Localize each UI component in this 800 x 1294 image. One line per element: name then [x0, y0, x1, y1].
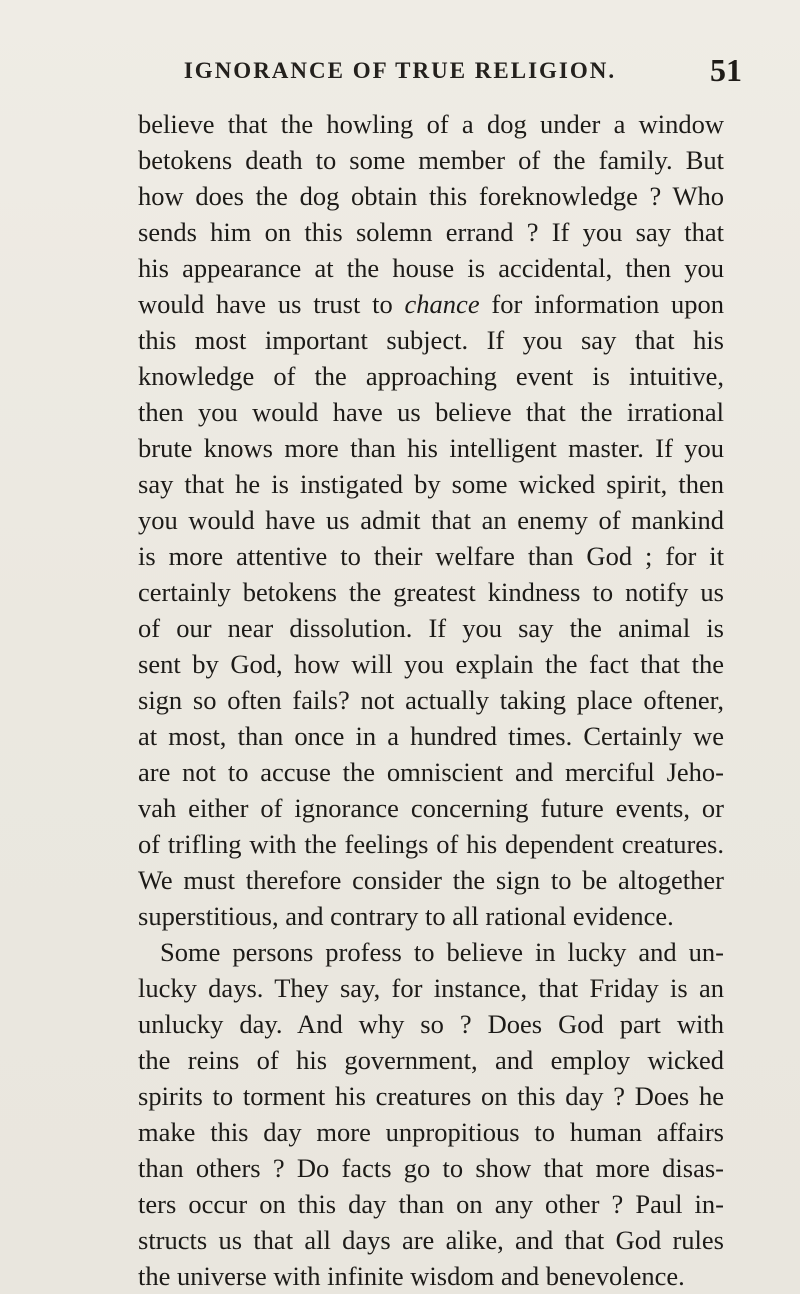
emphasized-word: chance — [404, 289, 480, 319]
text-line: vah either of ignorance concerning future events, or — [138, 793, 724, 823]
text-line: unlucky day. And why so ? Does God part with — [138, 1009, 724, 1039]
text-line: of trifling with the feelings of his dependent creatures. — [138, 829, 724, 859]
text-line: the reins of his government, and employ wicked — [138, 1045, 724, 1075]
text-line: superstitious, and contrary to all rational evidence. — [138, 901, 674, 931]
text-line: sends him on this solemn errand ? If you say that — [138, 217, 724, 247]
text-line: the universe with infinite wisdom and benevolence. — [138, 1261, 685, 1291]
page-number: 51 — [710, 52, 742, 88]
page-header — [0, 52, 800, 90]
text-line: sent by God, how will you explain the fact that the — [138, 649, 724, 679]
text-line: his appearance at the house is accidental, then you — [138, 253, 724, 283]
text-line: Some persons profess to believe in lucky and un- — [160, 937, 724, 967]
text-line: at most, than once in a hundred times. Certainly we — [138, 721, 724, 751]
text-line: believe that the howling of a dog under a window — [138, 109, 724, 139]
text-line: spirits to torment his creatures on this day ? Does he — [138, 1081, 724, 1111]
text-line: lucky days. They say, for instance, that Friday is an — [138, 973, 724, 1003]
text-line: say that he is instigated by some wicked spirit, then — [138, 469, 724, 499]
text-line: structs us that all days are alike, and that God rules — [138, 1225, 724, 1255]
text-line: ters occur on this day than on any other ? Paul in- — [138, 1189, 724, 1219]
text-line: make this day more unpropitious to human affairs — [138, 1117, 724, 1147]
text-line: knowledge of the approaching event is intuitive, — [138, 361, 724, 391]
text-line: is more attentive to their welfare than God ; for it — [138, 541, 724, 571]
text-line: than others ? Do facts go to show that more disas- — [138, 1153, 724, 1183]
text-line: you would have us admit that an enemy of mankind — [138, 505, 724, 535]
running-title: IGNORANCE OF TRUE RELIGION. — [183, 58, 617, 83]
text-line: certainly betokens the greatest kindness to notify us — [138, 577, 724, 607]
text-line: sign so often fails? not actually taking place oftener, — [138, 685, 724, 715]
text-line: of our near dissolution. If you say the animal is — [138, 613, 724, 643]
text-line: We must therefore consider the sign to be altogether — [138, 865, 724, 895]
text-line: this most important subject. If you say that his — [138, 325, 724, 355]
text-line: brute knows more than his intelligent master. If you — [138, 433, 724, 463]
text-line: how does the dog obtain this foreknowledge ? Who — [138, 181, 724, 211]
text-line: betokens death to some member of the family. But — [138, 145, 724, 175]
text-line: would have us trust to chance for information upon — [138, 289, 724, 319]
text-line: are not to accuse the omniscient and merciful Jeho- — [138, 757, 724, 787]
text-line: then you would have us believe that the irrational — [138, 397, 724, 427]
